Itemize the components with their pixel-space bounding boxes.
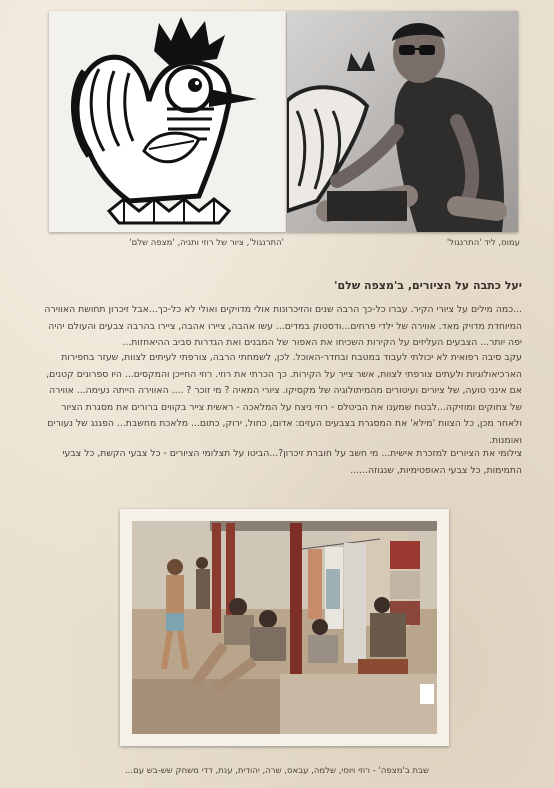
rooster-mural-photo: [49, 11, 286, 232]
paragraph-3: צילומי את הציורים למזכרת אישית... מי חשב על חוברת זיכרון?...הביטו על תצלומי הציורים - כל צבעי הקשת, כל צבעי התמימות, כל צבעי האופטימיות, שנגוזה......: [62, 448, 522, 476]
rooster-illustration: [49, 11, 286, 232]
group-photo-scene: [120, 509, 449, 746]
paragraph-1: ...כמה מילים על ציורי הקיר. עברו כל-כך הרבה שנים והזיכרונות אולי מדויקים ואולי לא כל-כך...אבל זיכרון תחושת האווירה המיוחדת מדויק מאד. אווירה של ילדי פרחים...ודסטוק במדים... עשו אהבה, ציירו אהבה, ציירו בהרבה צבעים והעולם יהיה יפה יותר... הצבעים העליזים על הקירות השכיחו את האפור של המבנים ואת הגדרות סביב ההיאחזות...: [44, 304, 522, 348]
caption-rooster: 'התרנגול', ציור של רוזי ותניה, 'מצפה שלם': [129, 238, 284, 248]
caption-group: שבת ב'מצפה' - רוזי ויוסי, שלמה, עבאס, שרה, יהודית, ענת, דדי משחק שש-בש עם...: [125, 766, 429, 776]
caption-amos: עמוס, ליד 'התרנגול': [446, 238, 520, 248]
group-photo: [120, 509, 449, 746]
amos-photo: [287, 11, 518, 232]
paragraph-2: עקב סיבה רפואית לא יכולתי לעבוד במטבח ובחדר-האוכל. לכן, לשמחתי הרבה, צורפתי לעיתים לצוות, שעזר בחפירות הארכיאולוגיות ולעתים צורפתי לצוות, אשר צייר על הקירות. כך הכרתי את רוזי. רוזי החייכן והמקסים... היו ספרונים קטנים, אם אינני טועה, של ציורים ועיטורים מהמיתולוגיה של מקסיקו. ציורי המאיה ? מי זוכר ? .... האווירה הייתה נעימה... אווירה של צחוקים ומוזיקה...לבטח שמענו את הביטלס - רוזי ניצח על המלאכה - ראשית צייר בקווים ברורים את מסגרת הציור ולאחר מכן, כל הצוות 'מילא' את המסגרת בצבעים העזים: אדום, כחול, ירוק, כתום... מלאכת מחשבת... הפגנג של נעורים ואומנות.: [46, 352, 522, 446]
article-title: יעל כתבה על הציורים, ב'מצפה שלם': [334, 279, 522, 292]
amos-photo-scene: [287, 11, 518, 232]
